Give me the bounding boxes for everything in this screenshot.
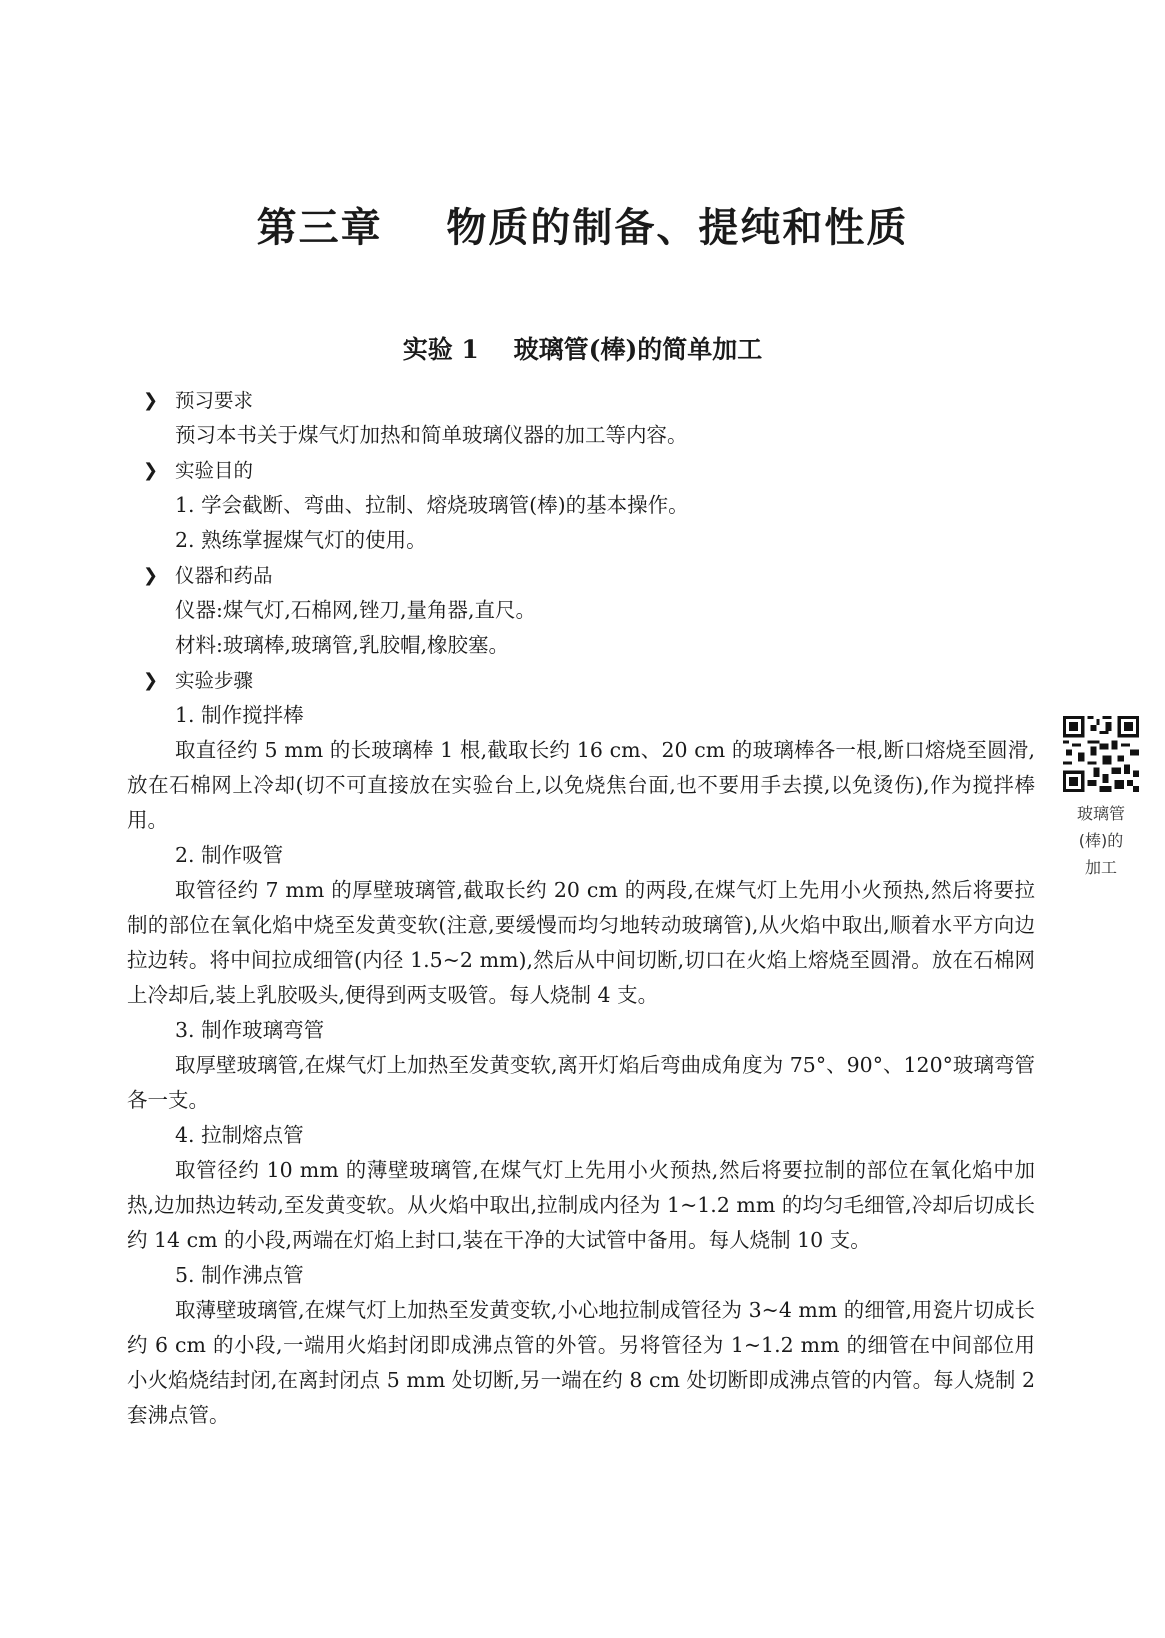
section-heading: 实验步骤	[175, 669, 254, 692]
purpose-item: 1. 学会截断、弯曲、拉制、熔烧玻璃管(棒)的基本操作。	[175, 493, 689, 517]
step-title: 2. 制作吸管	[175, 843, 284, 867]
step-title: 1. 制作搅拌棒	[175, 703, 304, 727]
chevron-right-icon: ❯	[143, 390, 159, 411]
experiment-title: 实验 1 玻璃管(棒)的简单加工	[402, 335, 763, 364]
main-content	[127, 383, 1035, 1433]
step-text: 取管径约 7 mm 的厚壁玻璃管,截取长约 20 cm 的两段,在煤气灯上先用小火预热,然后将要拉制的部位在氧化焰中烧至发黄变软(注意,要缓慢而均匀地转动玻璃管),从火焰中取出,顺着水平方向边拉边转。将中间拉成细管(内径 1.5~2 mm),然后从中间切断,切口在火焰上熔烧至圆滑。放在石棉网上冷却后,装上乳胶吸头,便得到两支吸管。每人烧制 4 支。	[127, 878, 1035, 1007]
chevron-right-icon: ❯	[143, 460, 159, 481]
purpose-item: 2. 熟练掌握煤气灯的使用。	[175, 528, 427, 552]
step-title: 4. 拉制熔点管	[175, 1123, 304, 1147]
chapter-title: 第三章 物质的制备、提纯和性质	[256, 205, 909, 251]
step-title: 5. 制作沸点管	[175, 1263, 304, 1287]
qr-code-icon[interactable]	[1063, 716, 1139, 792]
step-text: 取薄壁玻璃管,在煤气灯上加热至发黄变软,小心地拉制成管径为 3~4 mm 的细管,用瓷片切成长约 6 cm 的小段,一端用火焰封闭即成沸点管的外管。另将管径为 1~1.2 mm 的细管在中间部位用小火焰烧结封闭,在离封闭点 5 mm 处切断,另一端在约 8 cm 处切断即成沸点管的内管。每人烧制 2 套沸点管。	[127, 1298, 1035, 1427]
section-materials	[127, 558, 1035, 593]
step-text: 取直径约 5 mm 的长玻璃棒 1 根,截取长约 16 cm、20 cm 的玻璃棒各一根,断口熔烧至圆滑,放在石棉网上冷却(切不可直接放在实验台上,以免烧焦台面,也不要用手去摸,以免烫伤),作为搅拌棒用。	[127, 738, 1035, 832]
instruments-text: 仪器:煤气灯,石棉网,锉刀,量角器,直尺。	[175, 598, 536, 622]
qr-code-block	[1046, 716, 1156, 881]
section-heading: 预习要求	[175, 389, 254, 412]
section-purpose	[127, 453, 1035, 488]
supplies-text: 材料:玻璃棒,玻璃管,乳胶帽,橡胶塞。	[175, 633, 509, 657]
section-steps	[127, 663, 1035, 698]
section-heading: 实验目的	[175, 459, 254, 482]
preview-text: 预习本书关于煤气灯加热和简单玻璃仪器的加工等内容。	[175, 423, 688, 447]
step-text: 取管径约 10 mm 的薄壁玻璃管,在煤气灯上先用小火预热,然后将要拉制的部位在氧化焰中加热,边加热边转动,至发黄变软。从火焰中取出,拉制成内径为 1~1.2 mm 的均匀毛细管,冷却后切成长约 14 cm 的小段,两端在灯焰上封口,装在干净的大试管中备用。每人烧制 10 支。	[127, 1158, 1035, 1252]
step-text: 取厚壁玻璃管,在煤气灯上加热至发黄变软,离开灯焰后弯曲成角度为 75°、90°、120°玻璃弯管各一支。	[127, 1053, 1035, 1112]
step-title: 3. 制作玻璃弯管	[175, 1018, 325, 1042]
qr-caption: 玻璃管 (棒)的 加工	[1076, 804, 1125, 877]
section-preview	[127, 383, 1035, 418]
chevron-right-icon: ❯	[143, 565, 159, 586]
section-heading: 仪器和药品	[175, 564, 273, 587]
chevron-right-icon: ❯	[143, 670, 159, 691]
